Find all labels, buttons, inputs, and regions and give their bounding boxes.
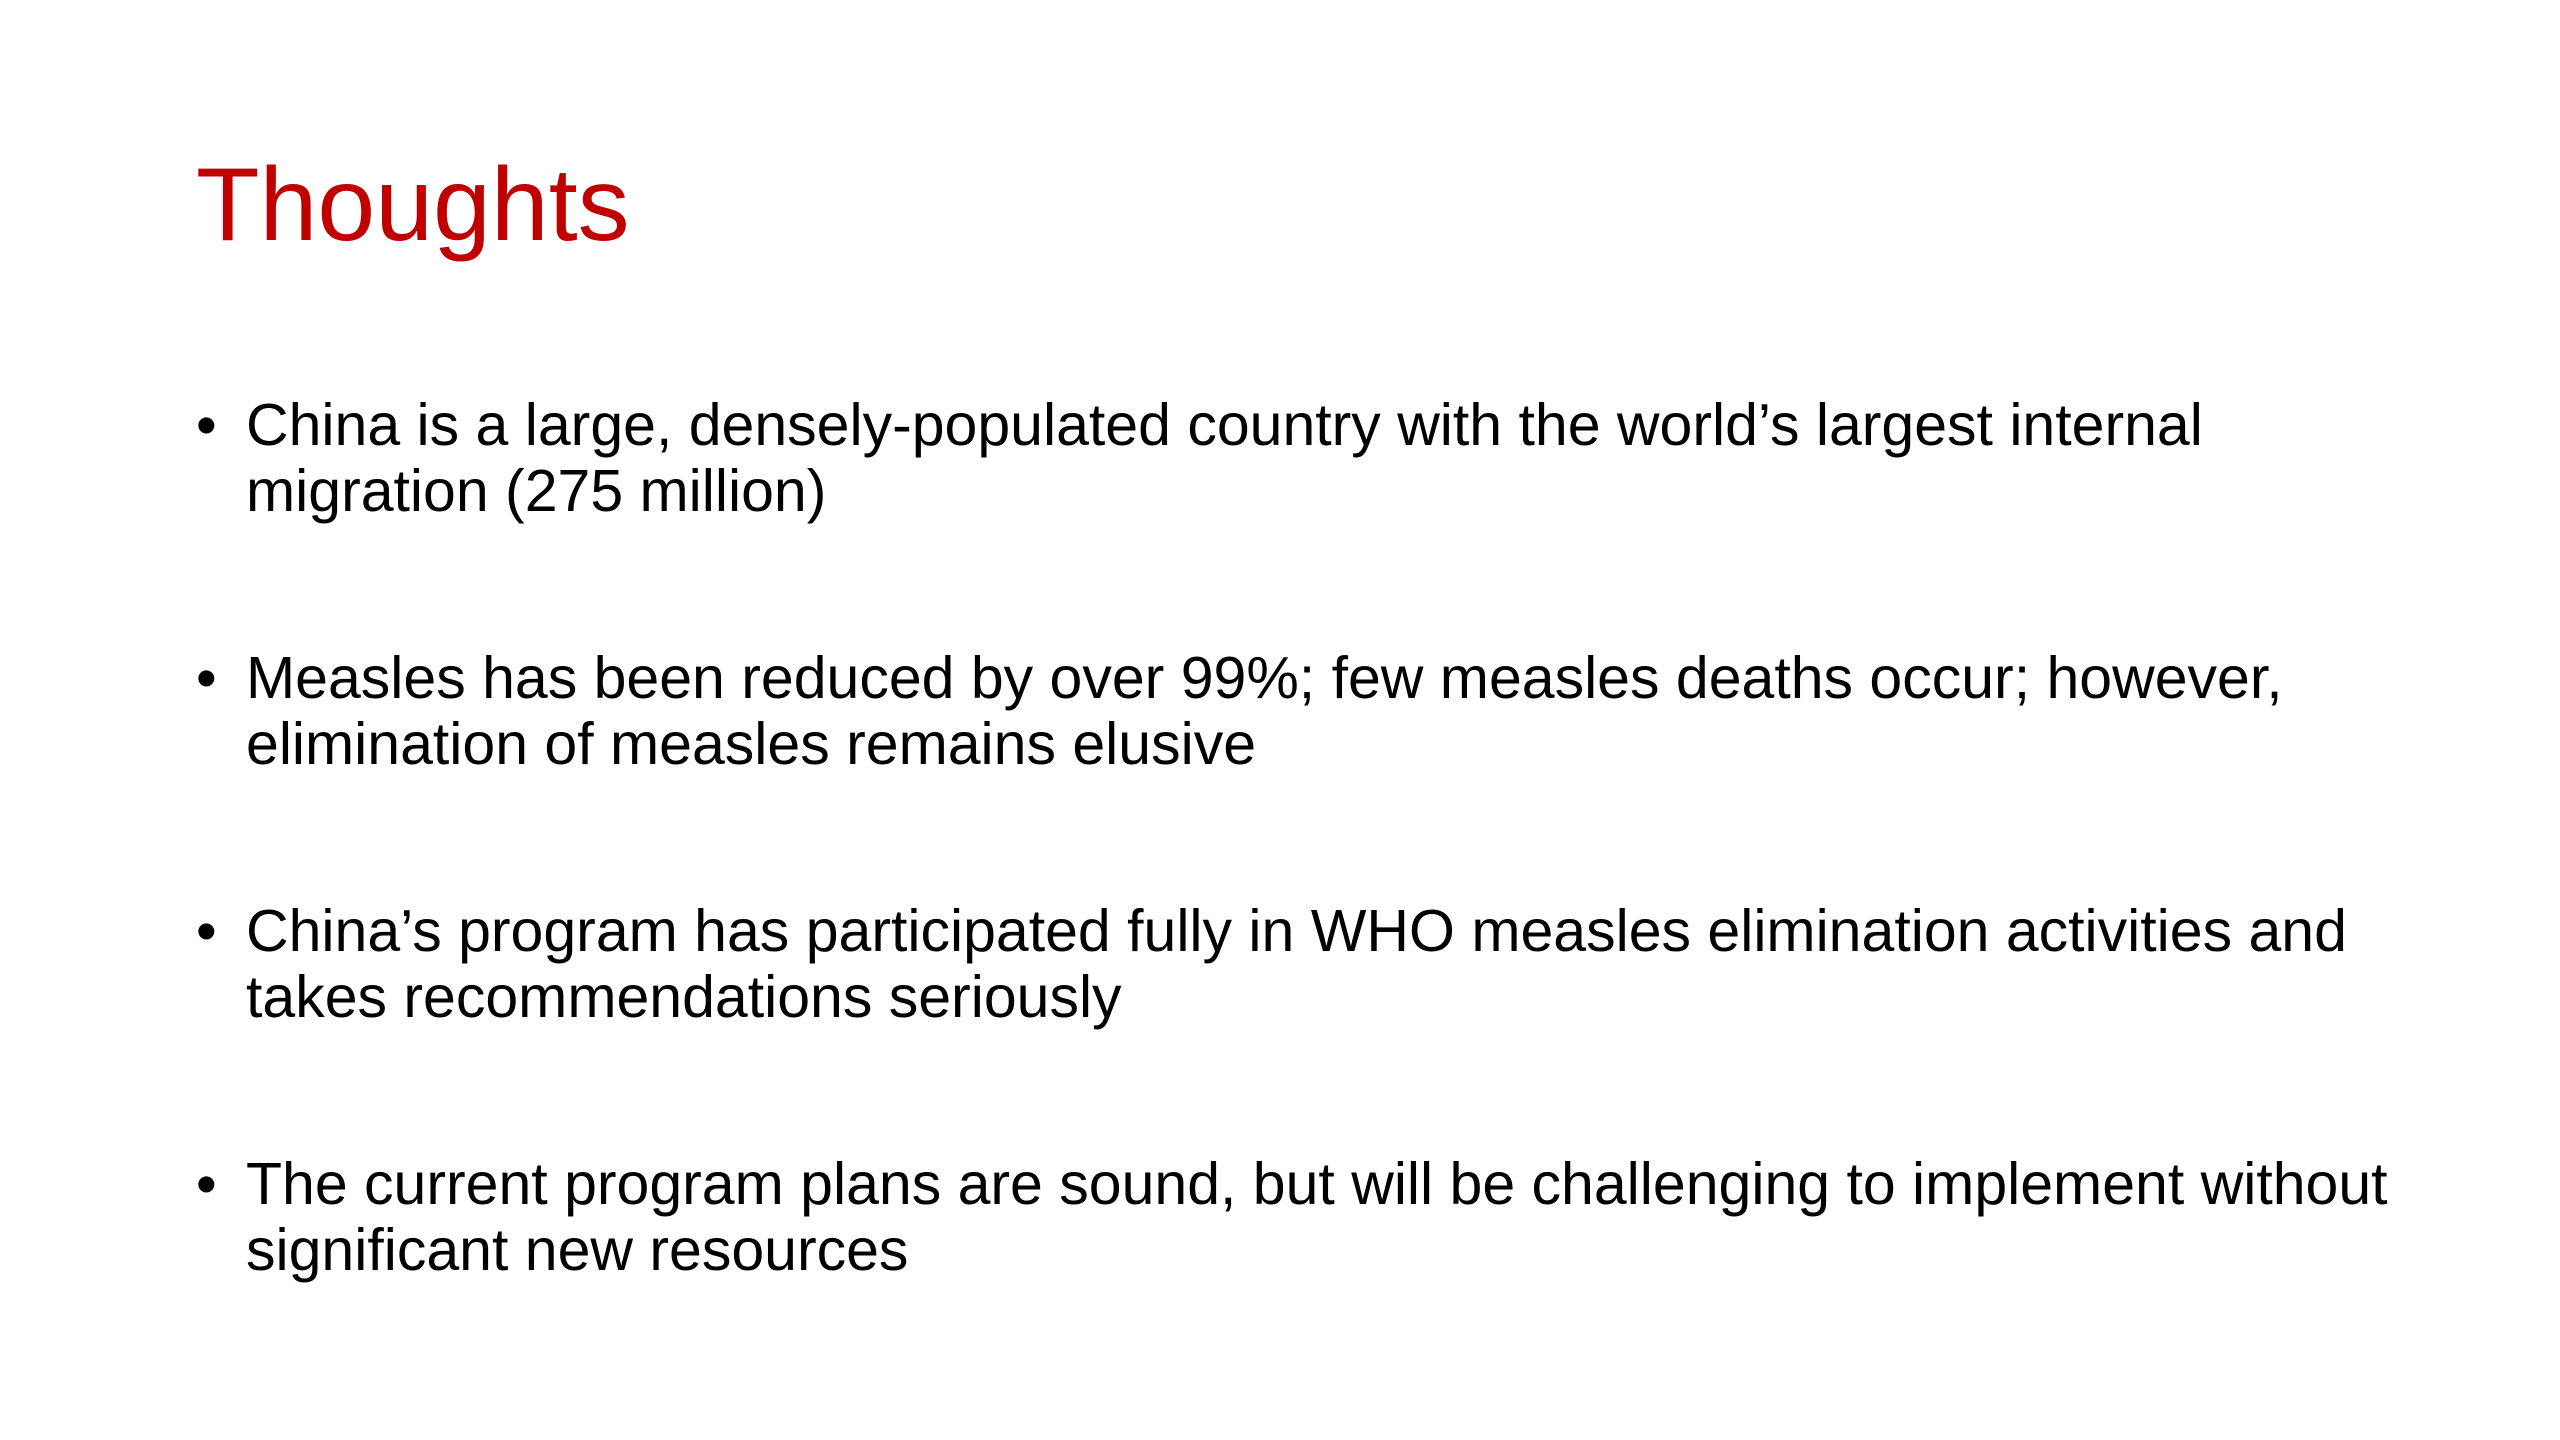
slide-title: Thoughts [196, 147, 630, 263]
bullet-text: Measles has been reduced by over 99%; few measles deaths occur; however, elimination of measles remains elusive [246, 645, 2283, 777]
bullet-dot-icon: • [196, 645, 217, 711]
bullet-text: China’s program has participated fully in WHO measles elimination activities and takes recommendations seriously [246, 898, 2347, 1030]
bullet-dot-icon: • [196, 898, 217, 964]
bullet-item-migration [196, 392, 2416, 524]
bullet-text: The current program plans are sound, but will be challenging to implement without significant new resources [246, 1151, 2388, 1283]
bullet-dot-icon: • [196, 1151, 217, 1217]
bullet-item-program-plans [196, 1151, 2416, 1283]
bullet-list [196, 392, 2416, 1283]
bullet-item-measles-reduction [196, 645, 2416, 777]
bullet-item-who-participation [196, 898, 2416, 1030]
bullet-dot-icon: • [196, 392, 217, 458]
bullet-text: China is a large, densely-populated country with the world’s largest internal migration (275 million) [246, 392, 2203, 524]
